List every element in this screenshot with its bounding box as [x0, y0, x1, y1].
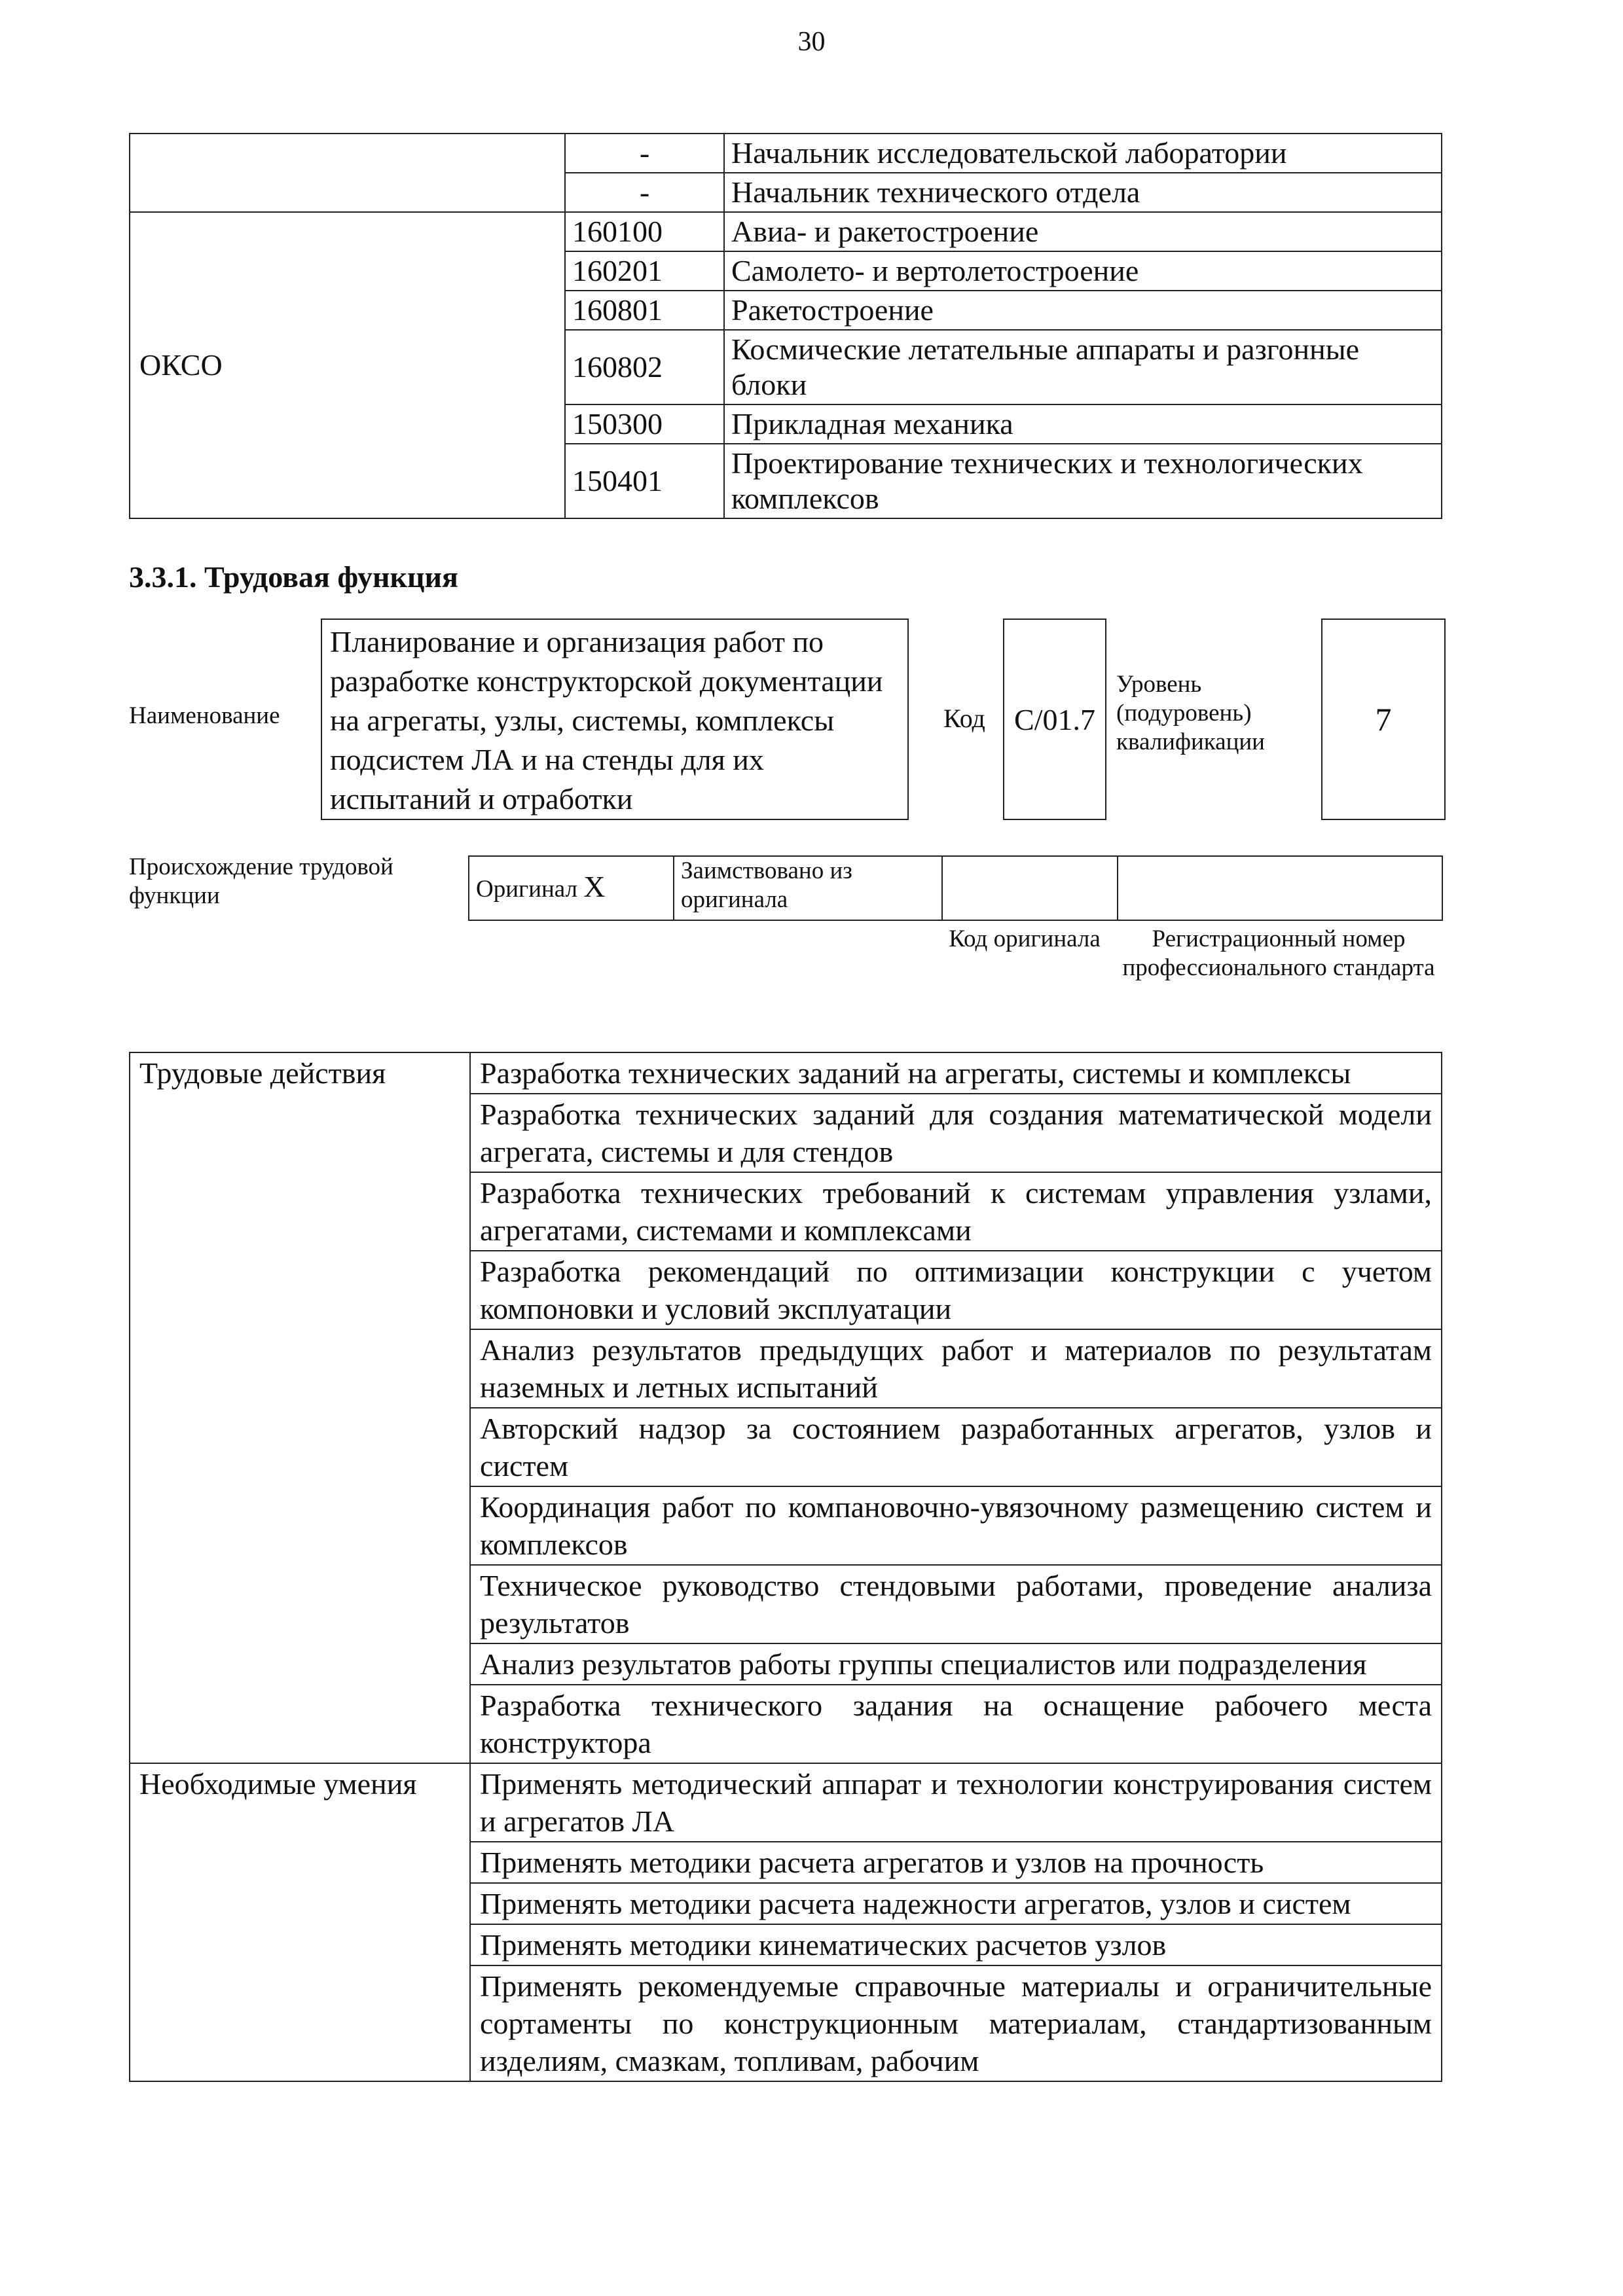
code-cell: - [565, 173, 724, 212]
function-name-box: Планирование и организация работ по разработке конструкторской документации на агрегаты, узлы, системы, комплексы подсистем ЛА и на стенды для их испытаний и отработки [321, 619, 909, 820]
qualification-table [129, 133, 1442, 519]
list-item: Координация работ по компановочно-увязочному размещению систем и комплексов [470, 1486, 1442, 1565]
function-code-box [1003, 619, 1106, 820]
original-label: Оригинал [476, 876, 578, 903]
list-item: Анализ результатов предыдущих работ и материалов по результатам наземных и летных испытаний [470, 1329, 1442, 1408]
list-item: Применять методический аппарат и технологии конструирования систем и агрегатов ЛА [470, 1763, 1442, 1842]
table-row [130, 134, 1442, 173]
code-cell: 160201 [565, 251, 724, 291]
required-skills-label: Необходимые умения [130, 1763, 470, 2081]
code-cell: 150401 [565, 444, 724, 518]
empty-cell [130, 134, 565, 212]
page-number: 30 [797, 27, 826, 57]
original-code-cell [942, 856, 1118, 920]
code-caption: Код оригинала [949, 925, 1101, 952]
origin-table [468, 855, 1443, 921]
list-item: Разработка технических заданий на агрегаты, системы и комплексы [470, 1052, 1442, 1094]
list-item: Разработка технического задания на оснащение рабочего места конструктора [470, 1685, 1442, 1763]
code-cell: 160100 [565, 212, 724, 251]
table-row [130, 1052, 1442, 1094]
title-cell: Авиа- и ракетостроение [724, 212, 1442, 251]
regnum-caption: Регистрационный номер профессионального стандарта [1122, 925, 1435, 981]
list-item: Применять методики расчета агрегатов и узлов на прочность [470, 1842, 1442, 1883]
title-cell: Самолето- и вертолетостроение [724, 251, 1442, 291]
title-cell: Ракетостроение [724, 291, 1442, 330]
level-value: 7 [1375, 701, 1392, 738]
code-cell: 160801 [565, 291, 724, 330]
title-cell: Космические летательные аппараты и разгонные блоки [724, 330, 1442, 404]
function-code: C/01.7 [1014, 702, 1095, 736]
table-row [469, 856, 1442, 920]
regnum-cell [1118, 856, 1442, 920]
code-cell: 150300 [565, 404, 724, 444]
name-label: Наименование [129, 702, 280, 729]
code-cell: - [565, 134, 724, 173]
actions-skills-table [129, 1052, 1442, 2082]
list-item: Разработка рекомендаций по оптимизации конструкции с учетом компоновки и условий эксплуатации [470, 1251, 1442, 1329]
labor-actions-label: Трудовые действия [130, 1052, 470, 1763]
okso-label: ОКСО [130, 212, 565, 518]
list-item: Анализ результатов работы группы специалистов или подразделения [470, 1643, 1442, 1685]
list-item: Разработка технических заданий для создания математической модели агрегата, системы и для стендов [470, 1094, 1442, 1172]
list-item: Применять методики кинематических расчетов узлов [470, 1924, 1442, 1965]
original-mark: X [583, 870, 606, 903]
table-row [130, 212, 1442, 251]
list-item: Применять рекомендуемые справочные материалы и ограничительные сортаменты по конструкционным материалам, стандартизованным изделиям, смазкам, топливам, рабочим [470, 1965, 1442, 2081]
list-item: Разработка технических требований к системам управления узлами, агрегатами, системами и комплексами [470, 1172, 1442, 1251]
table-row [130, 1763, 1442, 1842]
title-cell: Прикладная механика [724, 404, 1442, 444]
borrowed-cell: Заимствовано из оригинала [674, 856, 942, 920]
title-cell: Проектирование технических и технологических комплексов [724, 444, 1442, 518]
original-cell [469, 856, 674, 920]
list-item: Применять методики расчета надежности агрегатов, узлов и систем [470, 1883, 1442, 1924]
code-cell: 160802 [565, 330, 724, 404]
code-label: Код [943, 704, 985, 733]
list-item: Техническое руководство стендовыми работами, проведение анализа результатов [470, 1565, 1442, 1643]
title-cell: Начальник технического отдела [724, 173, 1442, 212]
section-title: 3.3.1. Трудовая функция [129, 560, 458, 594]
list-item: Авторский надзор за состоянием разработанных агрегатов, узлов и систем [470, 1408, 1442, 1486]
level-label: Уровень (подуровень) квалификации [1116, 671, 1265, 755]
origin-label: Происхождение трудовой функции [129, 853, 393, 909]
title-cell: Начальник исследовательской лаборатории [724, 134, 1442, 173]
level-box [1321, 619, 1446, 820]
